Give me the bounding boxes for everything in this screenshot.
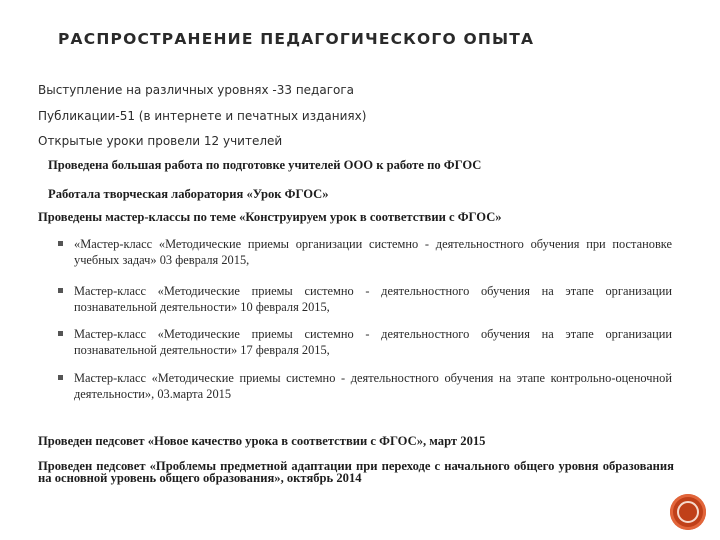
- list-item-text: «Мастер-класс «Методические приемы организации системно - деятельностного обучения при постановке учебных задач» 03 февраля 2015,: [74, 237, 672, 267]
- square-bullet-icon: [58, 241, 63, 246]
- square-bullet-icon: [58, 288, 63, 293]
- stat-publications: Публикации-51 (в интернете и печатных изданиях): [38, 109, 367, 123]
- work-line-laboratory: Работала творческая лаборатория «Урок ФГОС»: [48, 187, 329, 201]
- stat-open-lessons: Открытые уроки провели 12 учителей: [38, 134, 283, 148]
- list-item-text: Мастер-класс «Методические приемы системно - деятельностного обучения на этапе организации познавательной деятельности» 17 февраля 2015,: [74, 327, 672, 357]
- square-bullet-icon: [58, 375, 63, 380]
- master-classes-list: [58, 236, 672, 402]
- work-line-preparation: Проведена большая работа по подготовке учителей ООО к работе по ФГОС: [48, 158, 482, 172]
- list-item: [58, 326, 672, 358]
- council-new-lesson-quality: Проведен педсовет «Новое качество урока в соответствии с ФГОС», март 2015: [38, 434, 486, 448]
- list-item: [58, 236, 672, 268]
- square-bullet-icon: [58, 331, 63, 336]
- list-item-text: Мастер-класс «Методические приемы системно - деятельностного обучения на этапе организации познавательной деятельности» 10 февраля 2015,: [74, 284, 672, 314]
- master-classes-heading: Проведены мастер-классы по теме «Конструируем урок в соответствии с ФГОС»: [38, 210, 502, 224]
- council-adaptation: Проведен педсовет «Проблемы предметной адаптации при переходе с начального общего уровня образования на основной уровень общего образования», октябрь 2014: [38, 459, 674, 485]
- list-item: [58, 370, 672, 402]
- circle-badge-icon: [670, 494, 706, 530]
- slide-title: РАСПРОСТРАНЕНИЕ ПЕДАГОГИЧЕСКОГО ОПЫТА: [58, 30, 535, 48]
- list-item: [58, 283, 672, 315]
- stat-speeches: Выступление на различных уровнях -33 педагога: [38, 83, 355, 97]
- list-item-text: Мастер-класс «Методические приемы системно - деятельностного обучения на этапе контрольно-оценочной деятельности», 03.марта 2015: [74, 371, 672, 401]
